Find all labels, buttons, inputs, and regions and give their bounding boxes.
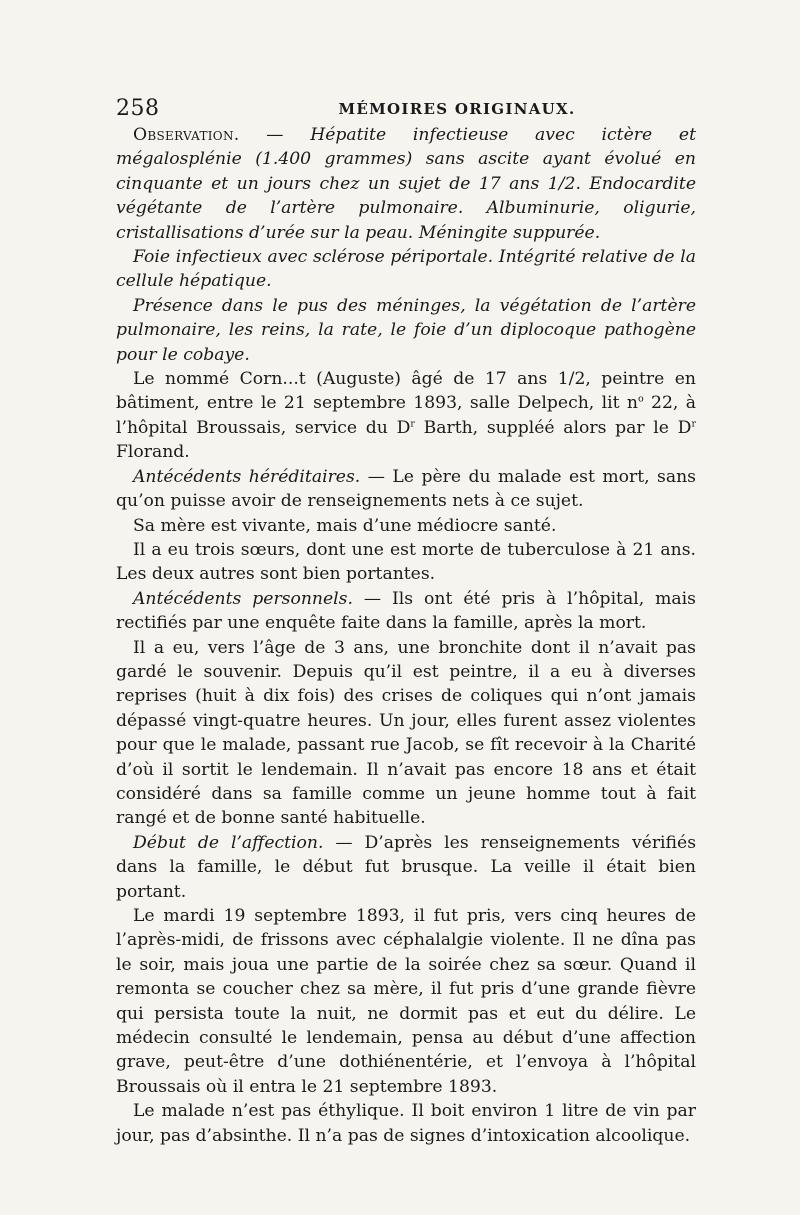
finding-paragraph-2: Présence dans le pus des méninges, la végétation de l’artère pulmonaire, les reins, la rate, le foie d’un diplocoque pathogène pour le cobaye. bbox=[116, 295, 696, 365]
history-paragraph: Il a eu, vers l’âge de 3 ans, une bronchite dont il n’avait pas gardé le souvenir. Depuis qu’il est peintre, il a eu à diverses reprises (huit à dix fois) des crises de coliques qui n’ont jamais dépassé vingt-quatre heures. Un jour, elles furent assez violentes pour que le malade, passant rue Jacob, se fît recevoir à la Charité d’où il sortit le lendemain. Il n’avait pas encore 18 ans et était considéré dans sa famille comme un jeune homme tout à fait rangé et de bonne santé habituelle. bbox=[116, 637, 696, 829]
personal-paragraph bbox=[116, 587, 696, 636]
sisters-paragraph: Il a eu trois sœurs, dont une est morte de tuberculose à 21 ans. Les deux autres sont bien portantes. bbox=[116, 539, 696, 585]
page-number: 258 bbox=[116, 96, 160, 121]
onset-paragraph bbox=[116, 831, 696, 904]
patient-paragraph bbox=[116, 367, 696, 465]
onset-heading: Début de l’affection. bbox=[133, 832, 324, 853]
finding-paragraph-1: Foie infectieux avec sclérose périportale. Intégrité relative de la cellule hépatique. bbox=[116, 247, 696, 292]
observation-label: Observation. bbox=[133, 125, 240, 145]
patient-text-part-1: Le nommé Corn...t (Auguste) âgé de 17 ans 1/2, peintre en bâtiment, entre le 21 septembre 1893, salle Delpech, lit n bbox=[116, 369, 696, 414]
hereditary-text: — Le père du malade est mort, sans qu’on puisse avoir de renseignements nets à ce sujet. bbox=[116, 466, 696, 512]
doctor-superscript-2: r bbox=[691, 418, 696, 430]
personal-text: — Ils ont été pris à l’hôpital, mais rectifiés par une enquête faite dans la famille, après la mort. bbox=[116, 588, 696, 634]
patient-text-part-3: Barth, suppléé alors par le D bbox=[414, 417, 692, 438]
page-body bbox=[116, 123, 696, 1148]
patient-text-part-2: 22, à l’hôpital Broussais, service du D bbox=[116, 393, 696, 438]
personal-heading: Antécédents personnels. bbox=[133, 588, 353, 609]
patient-text-part-4: Florand. bbox=[116, 442, 190, 463]
hereditary-paragraph bbox=[116, 465, 696, 514]
onset-text: — D’après les renseignements vérifiés dans la famille, le début fut brusque. La veille il était bien portant. bbox=[116, 832, 697, 902]
running-title: MÉMOIRES ORIGINAUX. bbox=[338, 100, 576, 118]
number-superscript: o bbox=[637, 393, 644, 405]
observation-text: — Hépatite infectieuse avec ictère et mégalosplénie (1.400 grammes) sans ascite ayant évolué en cinquante et un jours chez un sujet de 17 ans 1/2. Endocardite végétante de l’artère pulmonaire. Albuminurie, oligurie, cristallisations d’urée sur la peau. Méningite suppurée. bbox=[116, 125, 696, 243]
hereditary-heading: Antécédents héréditaires. bbox=[133, 466, 361, 487]
mother-paragraph: Sa mère est vivante, mais d’une médiocre santé. bbox=[133, 515, 557, 536]
doctor-superscript: r bbox=[410, 418, 415, 430]
observation-summary bbox=[116, 123, 696, 245]
onset-detail-paragraph: Le mardi 19 septembre 1893, il fut pris, vers cinq heures de l’après-midi, de frissons avec céphalalgie violente. Il ne dîna pas le soir, mais joua une partie de la soirée chez sa sœur. Quand il remonta se coucher chez sa mère, il fut pris d’une grande fièvre qui persista toute la nuit, ne dormit pas et eut du délire. Le médecin consulté le lendemain, pensa au début d’une affection grave, peut-être d’une dothiénentérie, et l’envoya à l’hôpital Broussais où il entra le 21 septembre 1893. bbox=[116, 906, 696, 1097]
habits-paragraph: Le malade n’est pas éthylique. Il boit environ 1 litre de vin par jour, pas d’absinthe. Il n’a pas de signes d’intoxication alcoolique. bbox=[116, 1101, 696, 1146]
